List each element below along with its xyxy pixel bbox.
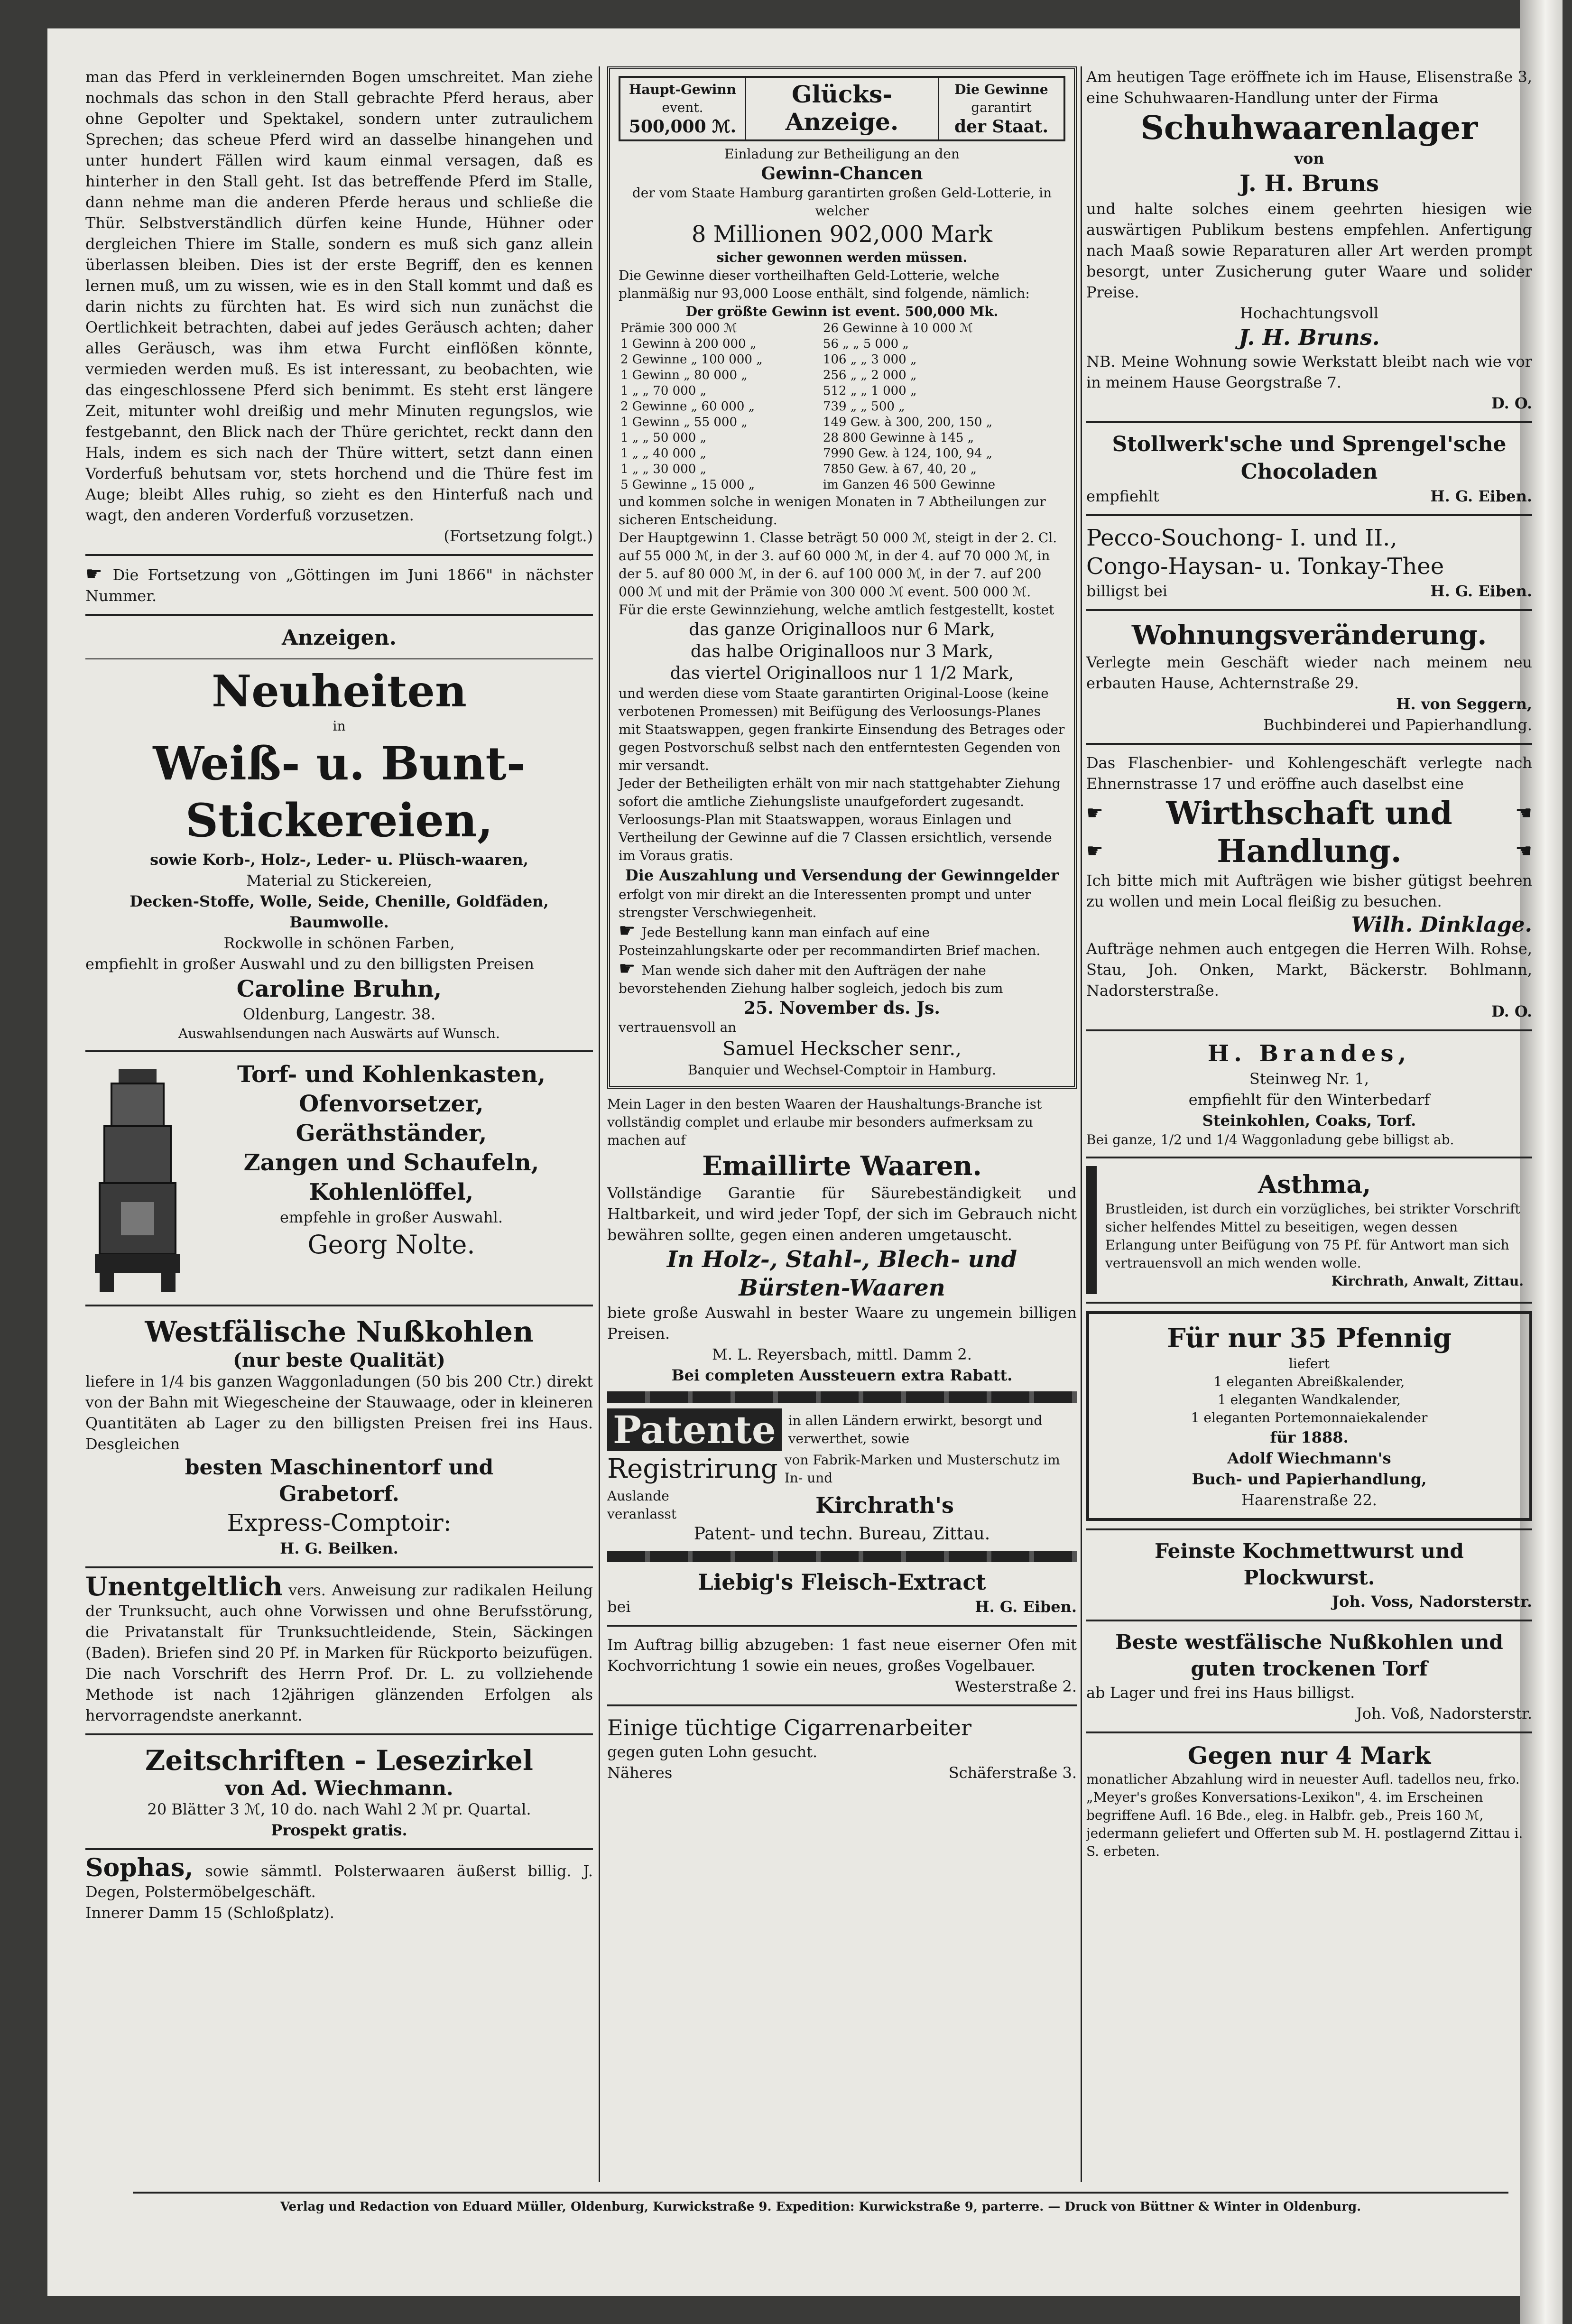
ad-text: gegen guten Lohn gesucht. [607,1743,818,1761]
lottery-text: vertrauensvoll an [619,1019,737,1035]
pointing-hand-icon: ☛ [85,563,113,585]
ad-kalender [1086,1311,1532,1521]
column-middle [607,66,1077,2177]
ad-mettwurst [1086,1538,1532,1612]
signature: Wilh. Dinklage. [1351,913,1532,937]
ad-text: Buch- und Papierhandlung, [1192,1470,1427,1488]
ad-text: monatlicher Abzahlung wird in neuester Aufl. tadellos neu, frko. „Meyer's großes Konversations-Lexikon", 4. im Erscheinen begriffene Aufl. 16 Bde., eleg. in Halbfr. geb., Preis 160 ℳ, jedermann geliefert und Offerten sub M. H. postlagernd Zittau i. S. erbeten. [1086,1771,1523,1859]
advertiser-name: Joh. Voß, Nadorsterstr. [1356,1704,1532,1722]
prize-cell: 1 Gewinn „ 80 000 „ [620,368,748,382]
address: Oldenburg, Langestr. 38. [242,1005,436,1023]
prize-cell: 56 „ „ 5 000 „ [823,337,909,351]
ad-title: Handlung. [1217,833,1402,870]
ads-heading: Anzeigen. [282,626,397,650]
ad-title: Asthma, [1258,1170,1371,1199]
ad-title: Grabetorf. [279,1482,399,1506]
pointing-hand-icon: ☚ [1515,840,1532,862]
prize-cell: 149 Gew. à 300, 200, 150 „ [823,415,993,429]
ad-text: billigst bei [1086,582,1168,600]
ad-sophas [85,1853,593,1923]
header-title: Anzeige. [785,108,899,136]
ad-text: sowie Korb-, Holz-, Leder- u. Plüsch-waaren, [150,851,528,869]
ad-text: Prospekt gratis. [271,1821,407,1839]
lottery-text: und kommen solche in wenigen Monaten in 7 Abtheilungen zur sicheren Entscheidung. [619,494,1046,528]
ad-text: Auslande veranlasst [607,1488,677,1522]
prize-cell: 739 „ „ 500 „ [823,399,905,414]
advertiser-name: Joh. Voss, Nadorsterstr. [1332,1593,1532,1611]
advertiser-name: von Ad. Wiechmann. [225,1777,453,1800]
prize-row [619,477,1065,493]
ad-text: Rockwolle in schönen Farben, [223,934,455,952]
pointing-hand-icon: ☛ [1086,802,1103,824]
ad-text: Material zu Stickereien, [246,871,432,889]
prize-cell: 1 Gewinn à 200 000 „ [620,337,757,351]
story-text: man das Pferd in verkleinernden Bogen umschreitet. Man ziehe nochmals das schon in den Stall gebrachte Pferd heraus, aber ohne Gepolter und Spektakel, sondern unter zutraulichem Sprechen; das scheue Pferd wird an dasselbe hinangehen und unter hundert Fällen wird kaum einmal versagen, daß es hinterher in den Stall geht. Ist das betreffende Pferd im Stalle, dann nehme man die anderen Pferde heraus und schließe die Thür. Selbstverständlich dürfen keine Hunde, Hühner oder dergleichen Thiere im Stalle, sondern es muß sich ganz allein überlassen bleiben. Dies ist der erste Begriff, den es kennen lernen muß, um zu wissen, wie es in den Stall kommt und daß es darin nichts zu fürchten hat. Es wird sich nun zunächst die Oertlichkeit betrachten, dabei auf jedes Geräusch achten; daher alles Geräusch, was ihm etwa Furcht einflößen könnte, vermieden werden muß. Es ist interessant, zu beobachten, wie das eingeschlossene Pferd sich benimmt. Es steht erst längere Zeit, mitunter wohl dreißig und mehr Minuten regungslos, wie festgebannt, den Blick nach der Thüre gerichtet, reckt dann den Hals, indem es sich nach der Thüre wittert, setzt dann einen Vorderfuß behutsam vor, stets horchend und die Thüre fest im Auge; bleibt Alles ruhig, so zieht es den Hinterfuß nach und wagt, den anderen Vorderfuß vorzusetzen. [85,68,593,524]
ad-text: 1 eleganten Wandkalender, [1217,1392,1401,1407]
prize-cell: 1 „ „ 30 000 „ [620,462,706,476]
prize-cell: 512 „ „ 1 000 „ [823,384,917,398]
ad-text: NB. Meine Wohnung sowie Werkstatt bleibt nach wie vor in meinem Hause Georgstraße 7. [1086,352,1532,391]
ad-lesezirkel [85,1743,593,1841]
ad-text: Verlegte mein Geschäft wieder nach meinem neu erbauten Hause, Achternstraße 29. [1086,653,1532,692]
header-text: Die Gewinne [954,82,1048,97]
ad-title: Schuhwaarenlager [1140,109,1478,147]
divider [85,1566,593,1568]
ad-text: und halte solches einem geehrten hiesigen wie auswärtigen Publikum bestens empfehlen. Anfertigung nach Maaß sowie Reparaturen aller Art werden prompt besorgt, unter Zusicherung guter Waare und solider Preise. [1086,200,1532,301]
ad-title: Zangen und Schaufeln, [243,1149,539,1176]
ad-title: Kohlenlöffel, [309,1179,474,1205]
divider [85,1050,593,1052]
divider [1086,514,1532,516]
prize-cell: 106 „ „ 3 000 „ [823,352,917,367]
ad-text: empfiehlt in großer Auswahl und zu den billigsten Preisen [85,955,534,973]
ad-neuheiten [85,665,593,1043]
ad-text: Buchbinderei und Papierhandlung. [1263,716,1532,734]
ad-text: Bei completen Aussteuern extra Rabatt. [671,1366,1013,1384]
ad-text: ab Lager und frei ins Haus billigst. [1086,1684,1355,1702]
prize-cell: Prämie 300 000 ℳ [620,321,737,335]
header-title: Glücks- [791,80,893,108]
lottery-text: ☛ Man wende sich daher mit den Aufträgen der nahe bevorstehenden Ziehung halber sogleich, jedoch bis zum [619,958,1003,996]
stove-illustration-icon [85,1060,190,1297]
ad-text: Am heutigen Tage eröffnete ich im Hause, Elisenstraße 3, eine Schuhwaaren-Handlung unter der Firma [1086,68,1532,107]
lottery-text: der vom Staate Hamburg garantirten großen Geld-Lotterie, in welcher [632,185,1052,219]
ad-schuhwaaren [1086,66,1532,414]
advertiser-name: H. G. Beilken. [280,1539,398,1557]
ad-title: In Holz-, Stahl-, Blech- und Bürsten-Waaren [666,1246,1017,1301]
ad-note: Auswahlsendungen nach Auswärts auf Wunsch. [178,1026,500,1041]
ad-text: D. O. [1491,394,1532,412]
ad-title: Congo-Haysan- u. Tonkay-Thee [1086,553,1444,580]
prize-cell: 7990 Gew. à 124, 100, 94 „ [823,446,993,461]
lottery-text: Der Hauptgewinn 1. Classe beträgt 50 000 ℳ, steigt in der 2. Cl. auf 55 000 ℳ, in der 3. auf 60 000 ℳ, in der 4. auf 70 000 ℳ, in der 5. auf 80 000 ℳ, in der 6. auf 100 000 ℳ, in der 7. auf 200 000 ℳ und mit der Prämie von 300 000 ℳ event. 500 000 ℳ. [619,530,1057,600]
ad-title: besten Maschinentorf und [185,1455,494,1480]
ad-text: in allen Ländern erwirkt, besorgt und verwerthet, sowie [788,1413,1043,1446]
ad-text: Aufträge nehmen auch entgegen die Herren Wilh. Rohse, Stau, Joh. Onken, Markt, Bäckerstr. Bohlmann, Nadorsterstraße. [1086,940,1532,1000]
header-text: 500,000 ℳ. [629,117,737,137]
ad-text: 1 eleganten Abreißkalender, [1213,1374,1405,1389]
ad-text: liefert [1288,1356,1330,1371]
divider [1086,743,1532,745]
column-right [1086,66,1532,2177]
ad-text: Vollständige Garantie für Säurebeständigkeit und Haltbarkeit, und wird jeder Topf, der sich im Gebrauch nicht bewähren sollte, gegen einen anderen umgetauscht. [607,1184,1077,1244]
divider [85,1305,593,1306]
ad-title: Patente [607,1408,782,1451]
ad-title: Wirthschaft und [1166,795,1452,832]
lottery-text: Jeder der Betheiligten erhält von mir nach stattgehabter Ziehung sofort die amtliche Ziehungsliste unaufgefordert zugesandt. [619,776,1061,809]
divider [607,1704,1077,1706]
lottery-text: erfolgt von mir direkt an die Interessenten prompt und unter strengster Verschwiegenheit. [619,887,1031,920]
advertiser-name: Adolf Wiechmann's [1227,1449,1391,1467]
divider [1086,1029,1532,1031]
lottery-text: Die Gewinne dieser vortheilhaften Geld-Lotterie, welche planmäßig nur 93,000 Loose enthält, sind folgende, nämlich: [619,268,1030,301]
pointing-hand-icon: ☛ [1086,840,1103,862]
ad-liebig [607,1568,1077,1617]
ad-title: Westfälische Nußkohlen [145,1315,534,1349]
continuation-notice: ☛ Die Fortsetzung von „Göttingen im Juni 1866" in nächster Nummer. [85,563,593,605]
advertiser-name: H. von Seggern, [1396,695,1532,713]
advertiser-name: H. Brandes, [1207,1040,1411,1067]
lottery-text: Verloosungs-Plan mit Staatswappen, woraus Einlagen und Vertheilung der Gewinne auf die 7 Classen ersichtlich, versende im Voraus gratis. [619,812,1052,863]
ad-cigarren [607,1714,1077,1783]
prize-cell: 26 Gewinne à 10 000 ℳ [823,321,973,335]
ad-title: Einige tüchtige Cigarrenarbeiter [607,1715,972,1741]
ad-text: D. O. [1491,1002,1532,1020]
lottery-text: Einladung zur Betheiligung an den [724,146,960,162]
ornamental-bar [607,1391,1077,1403]
ad-title: Neuheiten [212,666,467,717]
ad-text: Decken-Stoffe, Wolle, Seide, Chenille, Goldfäden, Baumwolle. [129,892,549,931]
story-continuation: (Fortsetzung folgt.) [444,527,593,545]
prize-cell: 7850 Gew. à 67, 40, 20 „ [823,462,977,476]
prize-cell: 28 800 Gewinne à 145 „ [823,431,974,445]
divider [1086,1157,1532,1158]
ad-lottery [607,66,1077,1089]
header-text: event. [662,100,703,115]
ad-text: Steinkohlen, Coaks, Torf. [1202,1111,1416,1130]
lottery-price: das ganze Originalloos nur 6 Mark, [689,620,995,639]
prize-row [619,446,1065,462]
advertiser-name: Kirchrath's [815,1492,954,1518]
lottery-text: Gewinn-Chancen [761,164,923,184]
ad-title: Torf- und Kohlenkasten, [237,1061,546,1088]
ad-text: Im Auftrag billig abzugeben: 1 fast neue eiserner Ofen mit Kochvorrichtung 1 sowie ein neues, großes Vogelbauer. [607,1636,1077,1675]
ad-brandes [1086,1039,1532,1149]
ad-chocoladen [1086,431,1532,507]
pointing-hand-icon: ☛ [619,920,642,942]
ad-text: 20 Blätter 3 ℳ, 10 do. nach Wahl 2 ℳ pr. Quartal. [147,1800,531,1818]
prize-cell: im Ganzen 46 500 Gewinne [823,478,996,492]
header-text: Haupt-Gewinn [629,82,737,97]
ad-text: von [1294,149,1324,167]
ad-text: Unentgeltlich vers. Anweisung zur radikalen Heilung der Trunksucht, auch ohne Vorwissen und ohne Berufsstörung, die Privatanstalt für Trunksuchtleidende, Stein, Säckingen (Baden). Briefen sind 20 Pf. in Marken für Rückporto beizufügen. Die nach Vorschrift des Herrn Prof. Dr. L. zu vollziehende Methode ist nach 12jährigen glänzenden Erfolgen als hervorragendste anerkannt. [85,1571,593,1724]
ad-emaille [607,1095,1077,1386]
divider [85,614,593,616]
column-rule [599,66,600,2182]
prize-row [619,368,1065,383]
ad-text: in [333,718,346,734]
ad-text: Patent- und techn. Bureau, Zittau. [694,1524,990,1544]
ad-title: Gegen nur 4 Mark [1187,1741,1431,1769]
ad-subtitle: (nur beste Qualität) [233,1349,445,1371]
prize-cell: 2 Gewinne „ 60 000 „ [620,399,755,414]
prize-row [619,430,1065,446]
ad-title: Registrirung [607,1454,778,1484]
prize-row [619,462,1065,477]
divider [1086,1731,1532,1733]
lottery-text: und werden diese vom Staate garantirten Original-Loose (keine verbotenen Promessen) mit Beifügung des Verloosungs-Planes mit Staatswappen, gegen frankirte Einsendung des Betrages oder gegen Postvorschuß selbst nach den entferntesten Gegenden von mir versandt. [619,685,1065,773]
ad-text: bei [607,1598,631,1616]
ad-text: für 1888. [1270,1428,1349,1446]
prize-cell: 1 „ „ 40 000 „ [620,446,706,461]
advertiser-name: Georg Nolte. [307,1230,475,1259]
ad-title: Weiß- u. Bunt- [153,737,526,790]
ad-text: Brustleiden, ist durch ein vorzügliches, bei strikter Vorschrift sicher helfendes Mittel zu beseitigen, wegen dessen Erlangung unter Beifügung von 75 Pf. für Antwort man sich vertrauensvoll an mich wenden wolle. [1105,1201,1520,1271]
ad-thee [1086,524,1532,602]
advertiser-name: Samuel Heckscher senr., [722,1038,962,1060]
ad-text: empfiehlt [1086,487,1159,505]
lottery-text: ☛ Jede Bestellung kann man einfach auf eine Posteinzahlungskarte oder per recommandirten Brief machen. [619,920,1041,958]
advertiser-name: J. H. Bruns [1239,170,1379,197]
imprint: Verlag und Redaction von Eduard Müller, Oldenburg, Kurwickstraße 9. Expedition: Kurwickstraße 9, parterre. — Druck von Büttner & Winter in Oldenburg. [280,2200,1361,2214]
address: Westerstraße 2. [954,1677,1077,1695]
divider [1086,1528,1532,1530]
header-text: der Staat. [954,117,1049,137]
pointing-hand-icon: ☚ [1515,802,1532,824]
divider [1086,609,1532,611]
ad-title: Für nur 35 Pfennig [1166,1323,1452,1354]
prize-row [619,415,1065,430]
ad-title: Stollwerk'sche und Sprengel'sche Chocoladen [1112,432,1507,484]
ad-title: Stickereien, [185,794,493,847]
divider [85,1848,593,1850]
ad-torfkasten [85,1060,593,1297]
prize-table [619,321,1065,493]
ad-text: Sophas, sowie sämmtl. Polsterwaaren äußerst billig. J. Degen, Polstermöbelgeschäft. [85,1853,593,1901]
lottery-header [619,76,1065,141]
header-text: garantirt [971,100,1032,115]
advertiser-name: H. G. Eiben. [1430,487,1532,505]
divider [1086,1620,1532,1621]
divider [607,1625,1077,1627]
prize-cell: 1 „ „ 70 000 „ [620,384,706,398]
ad-text: liefere in 1/4 bis ganzen Waggonladungen (50 bis 200 Ctr.) direkt von der Bahn mit Wiegescheine der Stauwaage, oder in kleineren Quantitäten ab Lager zu den billigsten Preisen frei ins Haus. Desgleichen [85,1372,593,1453]
advertiser-name: H. G. Eiben. [975,1598,1077,1616]
ad-ofen [607,1634,1077,1697]
lottery-price: das halbe Originalloos nur 3 Mark, [690,642,994,661]
ad-text: Näheres [607,1764,673,1782]
prize-cell: 1 „ „ 50 000 „ [620,431,706,445]
prize-row [619,352,1065,368]
ad-text: biete große Auswahl in bester Waare zu ungemein billigen Preisen. [607,1304,1077,1343]
ad-unentgeltlich [85,1571,593,1726]
address: Steinweg Nr. 1, [1249,1070,1369,1088]
column-rule [1081,66,1082,2182]
lottery-text: Für die erste Gewinnziehung, welche amtlich festgestellt, kostet [619,602,1054,618]
ad-title: Zeitschriften - Lesezirkel [145,1744,533,1777]
footer-rule [133,2192,1508,2194]
pointing-hand-icon: ☛ [619,958,642,980]
address: Innerer Damm 15 (Schloßplatz). [85,1904,334,1922]
ad-text: Bei ganze, 1/2 und 1/4 Waggonladung gebe billigst ab. [1086,1132,1454,1148]
ornamental-bar [607,1551,1077,1562]
ad-title: Liebig's Fleisch-Extract [698,1569,986,1595]
prize-row [619,383,1065,399]
prize-cell: 256 „ „ 2 000 „ [823,368,917,382]
ad-text: Mein Lager in den besten Waaren der Haushaltungs-Branche ist vollständig complet und erlaube mir besonders aufmerksam zu machen auf [607,1096,1042,1148]
ad-nusskohlen [85,1314,593,1559]
ad-lexikon [1086,1741,1532,1861]
divider [85,1733,593,1735]
divider [1086,421,1532,423]
lottery-price: das viertel Originalloos nur 1 1/2 Mark, [670,664,1014,683]
prize-cell: 1 Gewinn „ 55 000 „ [620,415,748,429]
ad-title: Feinste Kochmettwurst und Plockwurst. [1155,1539,1464,1589]
prize-row [619,336,1065,352]
column-left [85,66,593,2177]
ad-title: Beste westfälische Nußkohlen und guten trockenen Torf [1115,1630,1503,1680]
advertiser-name: Caroline Bruhn, [236,976,442,1002]
ad-asthma [1086,1166,1532,1294]
divider [85,554,593,556]
address: Schäferstraße 3. [948,1764,1077,1782]
address: Haarenstraße 22. [1241,1491,1377,1509]
lottery-text: Der größte Gewinn ist event. 500,000 Mk. [685,304,999,319]
prize-cell: 2 Gewinne „ 100 000 „ [620,352,763,367]
ad-text: 1 eleganten Portemonnaiekalender [1191,1410,1428,1426]
ad-title: Geräthständer, [296,1120,487,1147]
advertiser-name: H. G. Eiben. [1430,582,1532,600]
advertiser-name: M. L. Reyersbach, mittl. Damm 2. [712,1345,972,1363]
lottery-date: 25. November ds. Js. [744,998,940,1018]
lottery-amount: 8 Millionen 902,000 Mark [691,221,993,248]
advertiser-name: Kirchrath, Anwalt, Zittau. [1331,1273,1524,1289]
lottery-text: sicher gewonnen werden müssen. [716,250,968,265]
ad-text: von Fabrik-Marken und Musterschutz im In- und [784,1452,1060,1486]
prize-row [619,399,1065,415]
ad-text: empfehle in großer Auswahl. [280,1208,503,1226]
ad-wohnung [1086,619,1532,735]
divider [85,658,593,659]
ad-text: Hochachtungsvoll [1239,304,1379,322]
lottery-text: Die Auszahlung und Versendung der Gewinngelder [625,866,1059,884]
ad-title: Emaillirte Waaren. [702,1150,982,1182]
ad-text: empfiehlt für den Winterbedarf [1188,1091,1430,1109]
prize-row [619,321,1065,336]
divider [1086,1302,1532,1304]
ad-title: Ofenvorsetzer, [299,1091,484,1117]
ad-title: Express-Comptoir: [227,1509,452,1537]
ad-text: Ich bitte mich mit Aufträgen wie bisher gütigst beehren zu wollen und mein Local fleißig zu besuchen. [1086,871,1532,910]
signature: J. H. Bruns. [1239,324,1380,350]
ad-wirthschaft [1086,752,1532,1022]
prize-cell: 5 Gewinne „ 15 000 „ [620,478,755,492]
lottery-text: Banquier und Wechsel-Comptoir in Hamburg. [688,1062,996,1078]
ad-text: Das Flaschenbier- und Kohlengeschäft verlegte nach Ehnernstrasse 17 und eröffne auch daselbst eine [1086,754,1532,793]
ad-title: Wohnungsveränderung. [1131,620,1487,651]
ad-title: Pecco-Souchong- I. und II., [1086,525,1397,551]
ad-torf [1086,1629,1532,1724]
ad-patente [607,1408,1077,1545]
